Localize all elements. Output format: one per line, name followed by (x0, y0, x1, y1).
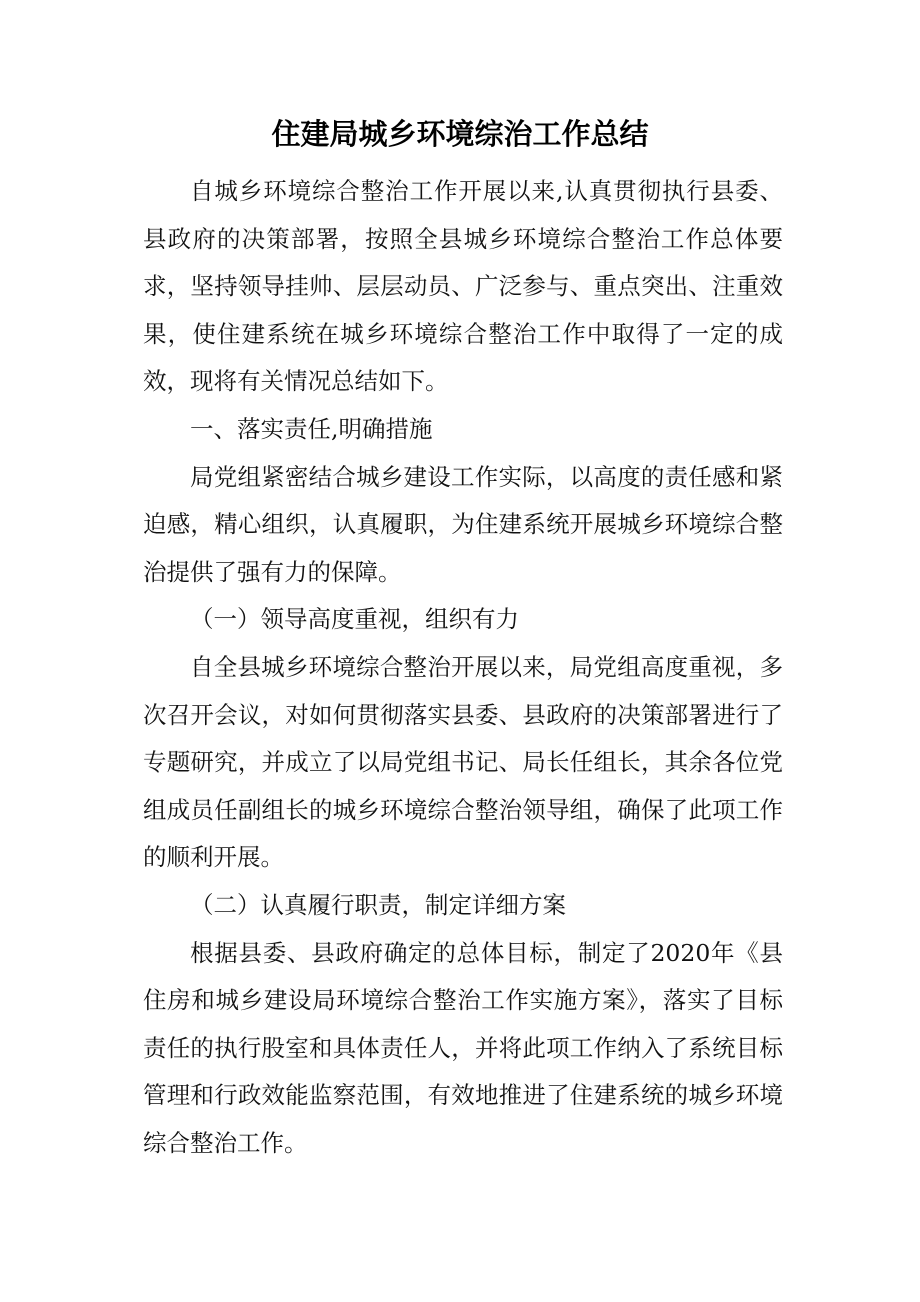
document-body (143, 168, 783, 1167)
paragraph-subsection-1: 自全县城乡环境综合整治开展以来，局党组高度重视，多次召开会议，对如何贯彻落实县委、县政府的决策部署进行了专题研究，并成立了以局党组书记、局长任组长，其余各位党组成员任副组长的城乡环境综合整治领导组，确保了此项工作的顺利开展。 (143, 652, 783, 872)
paragraph-intro: 自城乡环境综合整治工作开展以来,认真贯彻执行县委、县政府的决策部署，按照全县城乡环境综合整治工作总体要求，坚持领导挂帅、层层动员、广泛参与、重点突出、注重效果，使住建系统在城乡环境综合整治工作中取得了一定的成效，现将有关情况总结如下。 (143, 177, 783, 396)
paragraph-subsection-2: 根据县委、县政府确定的总体目标，制定了2020年《县住房和城乡建设局环境综合整治工作实施方案》，落实了目标责任的执行股室和具体责任人，并将此项工作纳入了系统目标管理和行政效能监察范围，有效地推进了住建系统的城乡环境综合整治工作。 (143, 938, 783, 1157)
section-heading-1: 一、落实责任,明确措施 (190, 414, 433, 443)
subsection-heading-1: （一）领导高度重视，组织有力 (190, 605, 519, 634)
document-title: 住建局城乡环境综治工作总结 (271, 117, 649, 151)
paragraph-section-1: 局党组紧密结合城乡建设工作实际，以高度的责任感和紧迫感，精心组织，认真履职，为住建系统开展城乡环境综合整治提供了强有力的保障。 (143, 462, 783, 586)
subsection-heading-2: （二）认真履行职责，制定详细方案 (190, 890, 566, 919)
